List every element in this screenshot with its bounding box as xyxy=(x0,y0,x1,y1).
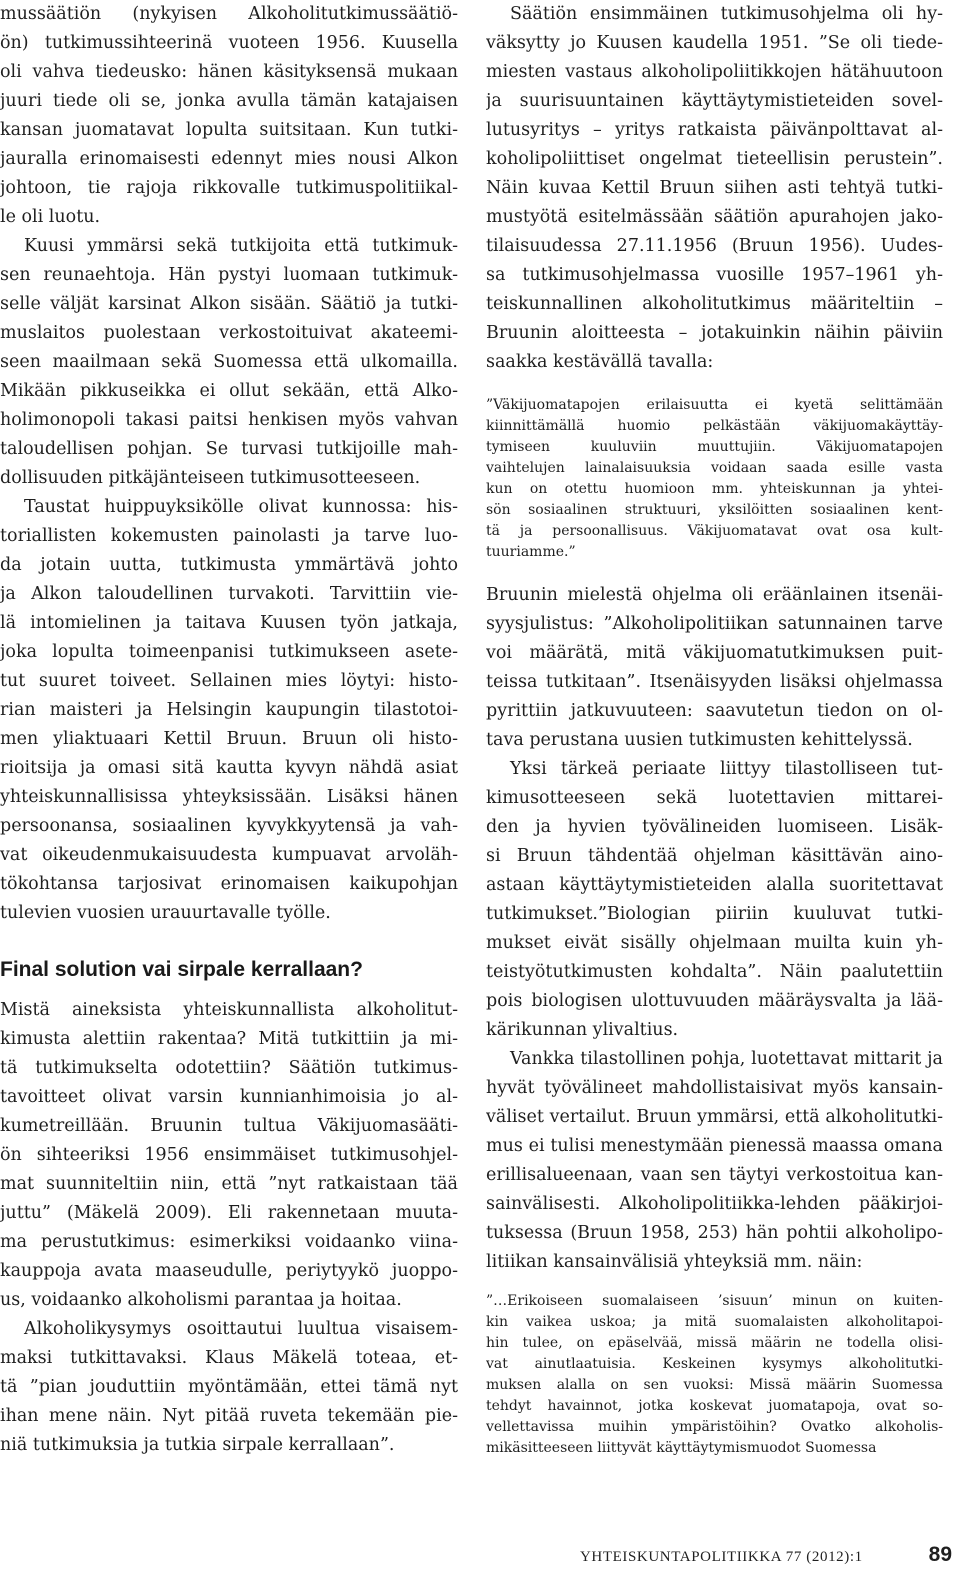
text-line: Bruunin mielestä ohjelma oli eräänlainen itsenäi- xyxy=(486,585,943,605)
text-line: syysjulistus: ”Alkoholipolitiikan satunnainen tarve xyxy=(486,614,943,634)
quote-line: vat ainutlaatuisia. Keskeinen kysymys alkoholitutki- xyxy=(486,1356,943,1372)
text-line: väksytty jo Kuusen kaudella 1951. ”Se oli tiede- xyxy=(486,33,943,53)
text-line: rian maisteri ja Helsingin kaupungin tilastotoi- xyxy=(0,700,458,720)
text-line: Säätiön ensimmäinen tutkimusohjelma oli hy- xyxy=(510,4,943,24)
paragraph xyxy=(486,755,943,1045)
text-line: miesten vastaus alkoholipoliitikkojen hätähuutoon xyxy=(486,62,943,82)
text-line: tä ”pian jouduttiin myöntämään, ettei tämä nyt xyxy=(0,1377,458,1397)
text-line: sainvälisesti. Alkoholipolitiikka-lehden pääkirjoi- xyxy=(486,1194,943,1214)
text-line: teissa tutkitaan”. Itsenäisyyden lisäksi ohjelmassa xyxy=(486,672,943,692)
paragraph xyxy=(0,996,458,1315)
text-line: sen reunaehtoja. Hän pystyi luomaan tutkimuk- xyxy=(0,265,458,285)
text-line: mat suunniteltiin niin, että ”nyt ratkaistaan tää xyxy=(0,1174,458,1194)
text-line: voi määrätä, mitä väkijuomatutkimuksen puit- xyxy=(486,643,943,663)
text-line: ma perustutkimus: esimerkiksi voidaanko viina- xyxy=(0,1232,458,1252)
text-line: vat oikeudenmukaisuudesta kumpuavat arvoläh- xyxy=(0,845,458,865)
quote-line: kun on otettu huomioon mm. yhteiskunnan ja yhtei- xyxy=(486,481,943,497)
quote-line: tymiseen kuuluviin muuttujiin. Väkijuomatapojen xyxy=(486,439,943,455)
text-line: Näin kuvaa Kettil Bruun siihen asti tehtyä tutki- xyxy=(486,178,943,198)
paragraph xyxy=(0,232,458,493)
quote-line: kin vaikea uskoa; ja mitä suomalaisten alkoholitapoi- xyxy=(486,1314,943,1330)
text-line: mukset eivät sisälly ohjelmaan muilta kuin yh- xyxy=(486,933,943,953)
text-line: tilaisuudessa 27.11.1956 (Bruun 1956). Uudes- xyxy=(486,236,943,256)
text-line: ihan mene näin. Nyt pitää ruveta tekemään pie- xyxy=(0,1406,458,1426)
text-line: ön sihteeriksi 1956 ensimmäiset tutkimusohjel- xyxy=(0,1145,458,1165)
text-line: taloudellisen pohjan. Se turvasi tutkijoille mah- xyxy=(0,439,458,459)
text-line: kansan juomatavat lopulta suitsitaan. Kun tutki- xyxy=(0,120,458,140)
text-line: astaan käyttäytymistieteiden alalla suoritettavat xyxy=(486,875,943,895)
text-line: tava perustana uusien tutkimusten kehittelyssä. xyxy=(486,730,913,750)
text-line: koholipoliittiset ongelmat tieteellisin perustein”. xyxy=(486,149,943,169)
text-line: jauralla erinomaisesti edennyt mies nousi Alkon xyxy=(0,149,458,169)
text-line: toriallisten kokemusten painolasti ja tarve luo- xyxy=(0,526,458,546)
text-line: juttu” (Mäkelä 2009). Eli rakennetaan muuta- xyxy=(0,1203,458,1223)
text-line: oli vahva tiedeusko: hänen käsityksensä mukaan xyxy=(0,62,458,82)
text-line: muslaitos puolestaan verkostoituivat akateemi- xyxy=(0,323,458,343)
text-line: ja suurisuuntainen käyttäytymistieteiden sovel- xyxy=(486,91,943,111)
text-line: Vankka tilastollinen pohja, luotettavat mittarit ja xyxy=(510,1049,943,1069)
quote-line: ”…Erikoiseen suomalaiseen ’sisuun’ minun on kuiten- xyxy=(486,1293,943,1309)
text-line: Yksi tärkeä periaate liittyy tilastolliseen tut- xyxy=(510,759,943,779)
quote-line: kiinnittämällä huomio pelkästään väkijuomakäyttäy- xyxy=(486,418,943,434)
text-line: lä intomielinen ja taitava Kuusen työn jatkaja, xyxy=(0,613,458,633)
text-line: mussäätiön (nykyisen Alkoholitutkimussäätiö- xyxy=(0,4,458,24)
text-line: teiskunnallinen alkoholitutkimus määriteltiin – xyxy=(486,294,943,314)
text-line: Mikään pikkuseikka ei ollut sekään, että Alko- xyxy=(0,381,458,401)
text-line: kauppoja avata maaseudulle, periytyykö juoppo- xyxy=(0,1261,458,1281)
text-line: sa tutkimusohjelmassa vuosille 1957–1961 yh- xyxy=(486,265,943,285)
text-line: us, voidaanko alkoholismi parantaa ja hoitaa. xyxy=(0,1290,402,1310)
text-line: maksi tutkittavaksi. Klaus Mäkelä toteaa, et- xyxy=(0,1348,458,1368)
text-line: le oli luotu. xyxy=(0,207,101,227)
text-line: mus ei tulisi menestymään pienessä maassa omana xyxy=(486,1136,943,1156)
quote-line: tuuriamme.” xyxy=(486,544,576,560)
text-line: Kuusi ymmärsi sekä tutkijoita että tutkimuk- xyxy=(24,236,458,256)
section-heading: Final solution vai sirpale kerrallaan? xyxy=(0,958,363,981)
quote-line: sön sosiaalinen struktuuri, yksilöitten sosiaalinen kent- xyxy=(486,502,943,518)
page-number: 89 xyxy=(928,1543,952,1566)
block-quote xyxy=(486,1291,943,1459)
text-line: kimusta alettiin rakentaa? Mitä tutkittiin ja mi- xyxy=(0,1029,458,1049)
text-line: lutusyritys – yritys ratkaista päivänpolttavat al- xyxy=(486,120,943,140)
text-line: tavoitteet olivat varsin kunnianhimoisia jo al- xyxy=(0,1087,458,1107)
quote-line: hin tulee, on epäselvää, missä määrin ne todella olisi- xyxy=(486,1335,943,1351)
text-line: tut suuret toiveet. Sellainen mies löytyi: histo- xyxy=(0,671,458,691)
text-line: ja Alkon taloudellinen turvakoti. Tarvittiin vie- xyxy=(0,584,458,604)
paragraph xyxy=(486,0,943,377)
journal-citation: YHTEISKUNTAPOLITIIKKA 77 (2012):1 xyxy=(580,1549,863,1565)
quote-line: muksen alalla on sen vuoksi: Missä määrin Suomessa xyxy=(486,1377,943,1393)
text-line: tuksessa (Bruun 1958, 253) hän pohtii alkoholipo- xyxy=(486,1223,943,1243)
quote-line: tehdyt havainnot, jotka koskevat juomatapoja, ovat so- xyxy=(486,1398,943,1414)
paragraph xyxy=(486,581,943,755)
text-line: pois biologisen ulottuvuuden määräysvalta ja lää- xyxy=(486,991,943,1011)
text-line: den ja hyvien työvälineiden luomiseen. Lisäk- xyxy=(486,817,943,837)
text-line: teistyötutkimusten kohdalta”. Näin paalutettiin xyxy=(486,962,943,982)
text-line: seen maailmaan sekä Suomessa että ulkomailla. xyxy=(0,352,458,372)
text-line: hyvät työvälineet mahdollistaisivat myös kansain- xyxy=(486,1078,943,1098)
text-line: Taustat huippuyksikölle olivat kunnossa: his- xyxy=(24,497,458,517)
text-line: joka lopulta toimeenpanisi tutkimukseen asete- xyxy=(0,642,458,662)
text-line: niä tutkimuksia ja tutkia sirpale kerrallaan”. xyxy=(0,1435,395,1455)
paragraph xyxy=(0,0,458,232)
block-quote xyxy=(486,395,943,563)
text-line: saakka kestävällä tavalla: xyxy=(486,352,714,372)
page-footer xyxy=(580,1543,952,1569)
text-line: holimonopoli takasi paitsi henkisen myös vahvan xyxy=(0,410,458,430)
quote-line: vellettavissa muihin ympäristöihin? Ovatko alkoholis- xyxy=(486,1419,943,1435)
text-line: väliset vertailut. Bruun ymmärsi, että alkoholitutki- xyxy=(486,1107,943,1127)
text-line: mustyötä esitelmässään säätiön apurahojen jako- xyxy=(486,207,943,227)
text-line: dollisuuden pitkäjänteiseen tutkimusotteeseen. xyxy=(0,468,421,488)
text-line: johtoon, tie rajoja rikkovalle tutkimuspolitiikal- xyxy=(0,178,458,198)
text-line: kärikunnan ylivaltius. xyxy=(486,1020,679,1040)
text-line: pyrittiin jatkuvuuteen: saavutetun tiedon on ol- xyxy=(486,701,943,721)
text-line: Bruunin aloitteesta – jotakuinkin näihin päiviin xyxy=(486,323,943,343)
text-line: tä tutkimukselta odotettiin? Säätiön tutkimus- xyxy=(0,1058,458,1078)
quote-line: ”Väkijuomatapojen erilaisuutta ei kyetä selittämään xyxy=(486,397,943,413)
text-line: Mistä aineksista yhteiskunnallista alkoholitut- xyxy=(0,1000,458,1020)
text-line: erillisalueenaan, vaan sen täytyi verkostoitua kan- xyxy=(486,1165,943,1185)
quote-line: tä ja persoonallisuus. Väkijuomatavat ovat osa kult- xyxy=(486,523,943,539)
quote-line: vaihtelujen lainalaisuuksia voidaan saada esille vasta xyxy=(486,460,943,476)
text-line: ön) tutkimussihteerinä vuoteen 1956. Kuusella xyxy=(0,33,458,53)
paragraph xyxy=(0,1315,458,1460)
text-line: men yliaktuaari Kettil Bruun. Bruun oli histo- xyxy=(0,729,458,749)
left-column xyxy=(0,0,458,1460)
quote-line: mikäsitteeseen liittyvät käyttäytymismuodot Suomessa xyxy=(486,1440,877,1456)
text-line: da jotain uutta, tutkimusta ymmärtävä johto xyxy=(0,555,458,575)
text-line: Alkoholikysymys osoittautui luultua visaisem- xyxy=(24,1319,458,1339)
paragraph xyxy=(486,1045,943,1277)
text-line: selle väljät karsinat Alkon sisään. Säätiö ja tutki- xyxy=(0,294,458,314)
text-line: si Bruun tähdentää ohjelman käsittävän aino- xyxy=(486,846,943,866)
text-line: tutkimukset.”Biologian piiriin kuuluvat tutki- xyxy=(486,904,943,924)
text-line: litiikan kansainvälisiä yhteyksiä mm. näin: xyxy=(486,1252,863,1272)
text-line: tökohtansa tarjosivat erinomaisen kaikupohjan xyxy=(0,874,458,894)
text-line: rioitsija ja omasi sitä kautta kyvyn nähdä asiat xyxy=(0,758,458,778)
text-line: juuri tiede oli se, jonka avulla tämän katajaisen xyxy=(0,91,458,111)
text-line: kumetreillään. Bruunin tultua Väkijuomasääti- xyxy=(0,1116,458,1136)
text-line: persoonansa, sosiaalinen kyvykkyytensä ja vah- xyxy=(0,816,458,836)
paragraph xyxy=(0,493,458,928)
right-column xyxy=(486,0,943,1459)
text-line: yhteiskunnallisissa yhteyksissään. Lisäksi hänen xyxy=(0,787,458,807)
text-line: kimusotteeseen sekä luotettavien mittarei- xyxy=(486,788,943,808)
text-line: tulevien vuosien urauurtavalle työlle. xyxy=(0,903,331,923)
